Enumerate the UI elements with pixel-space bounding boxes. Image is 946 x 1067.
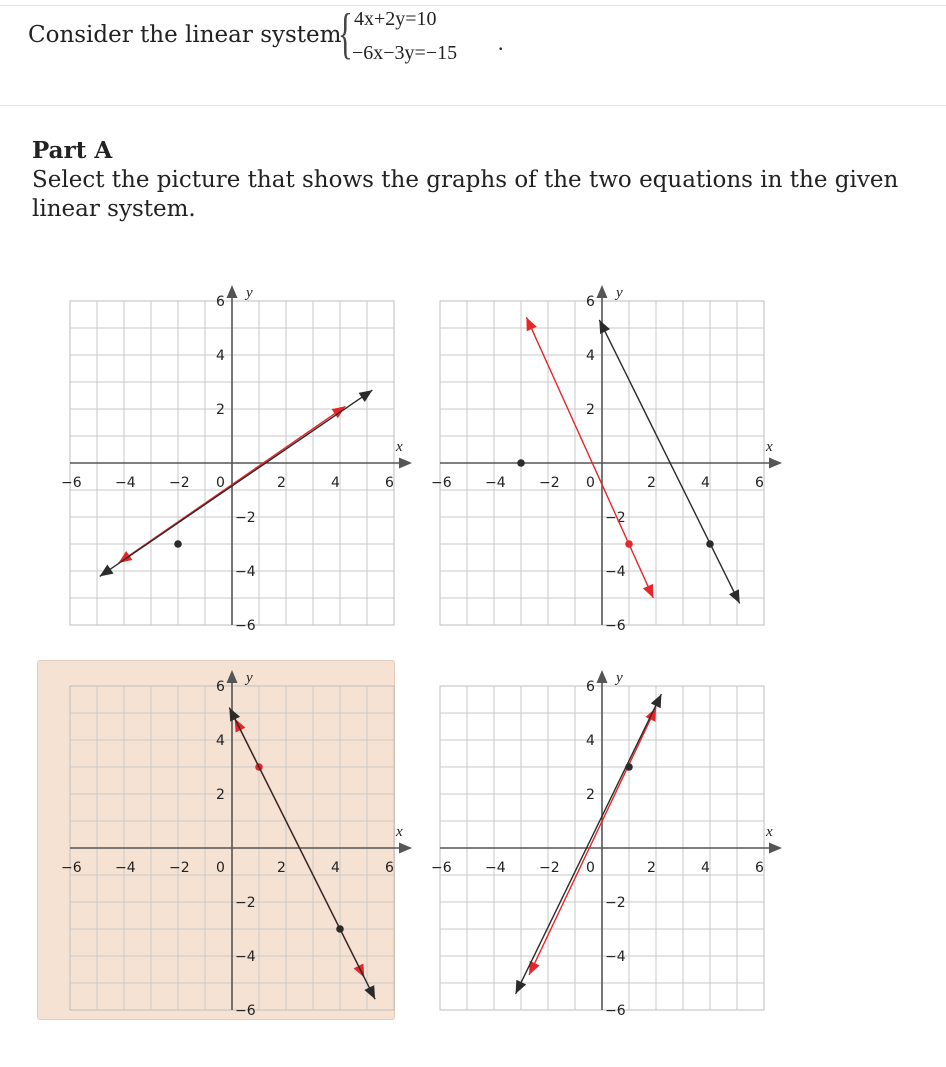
y-tick-label: 6 <box>586 294 595 310</box>
x-tick-label: 4 <box>701 860 710 876</box>
x-tick-label: 2 <box>277 475 286 491</box>
question-prompt: Select the picture that shows the graphs of the two equations in the given linear system. <box>32 167 899 222</box>
x-tick-label: 4 <box>701 475 710 491</box>
y-tick-label: −6 <box>605 618 626 634</box>
x-tick-label: 0 <box>586 860 595 876</box>
y-tick-label: −4 <box>605 949 626 965</box>
graph-option-3 <box>38 661 403 1021</box>
answer-option-3[interactable] <box>37 660 403 1020</box>
y-tick-label: 4 <box>216 733 225 749</box>
x-tick-label: 6 <box>755 860 764 876</box>
x-axis-label: x <box>396 824 403 840</box>
y-tick-label: 4 <box>586 733 595 749</box>
y-tick-label: 6 <box>216 294 225 310</box>
x-tick-label: 6 <box>385 860 394 876</box>
x-tick-label: 2 <box>277 860 286 876</box>
x-axis-arrow <box>769 458 782 469</box>
x-tick-label: 6 <box>755 475 764 491</box>
black-point <box>517 459 525 467</box>
y-axis-arrow <box>597 670 608 683</box>
system-period: . <box>498 30 504 55</box>
y-tick-label: −2 <box>605 510 626 526</box>
graph-option-4 <box>408 661 773 1021</box>
y-tick-label: 6 <box>586 679 595 695</box>
x-tick-label: −4 <box>115 475 136 491</box>
y-tick-label: 2 <box>586 787 595 803</box>
y-tick-label: −4 <box>605 564 626 580</box>
x-tick-label: −2 <box>169 475 190 491</box>
x-tick-label: −2 <box>539 475 560 491</box>
x-tick-label: 0 <box>586 475 595 491</box>
y-tick-label: 2 <box>586 402 595 418</box>
x-axis-arrow <box>769 843 782 854</box>
y-tick-label: −2 <box>235 895 256 911</box>
answer-option-1[interactable] <box>37 275 403 635</box>
y-tick-label: −2 <box>235 510 256 526</box>
x-tick-label: 0 <box>216 475 225 491</box>
graph-option-1 <box>38 276 403 636</box>
y-tick-label: 4 <box>586 348 595 364</box>
x-tick-label: 2 <box>647 475 656 491</box>
x-tick-label: 4 <box>331 860 340 876</box>
x-tick-label: 0 <box>216 860 225 876</box>
x-tick-label: −2 <box>539 860 560 876</box>
y-tick-label: −4 <box>235 564 256 580</box>
equation-1: 4x+2y=10 <box>354 8 437 30</box>
x-tick-label: 2 <box>647 860 656 876</box>
x-axis-label: x <box>766 824 773 840</box>
y-tick-label: −4 <box>235 949 256 965</box>
section-divider <box>0 105 946 106</box>
black-point <box>174 540 182 548</box>
part-title: Part A <box>32 137 113 164</box>
x-tick-label: −4 <box>485 860 506 876</box>
y-axis-arrow <box>597 285 608 298</box>
y-tick-label: −6 <box>235 1003 256 1019</box>
graph-option-2 <box>408 276 773 636</box>
y-axis-label: y <box>616 670 623 686</box>
question-intro: Consider the linear system <box>28 22 342 48</box>
y-tick-label: −2 <box>605 895 626 911</box>
x-tick-label: 4 <box>331 475 340 491</box>
x-tick-label: −6 <box>431 475 452 491</box>
black-point <box>706 540 714 548</box>
x-tick-label: −2 <box>169 860 190 876</box>
black-point <box>625 763 633 771</box>
y-tick-label: −6 <box>235 618 256 634</box>
y-axis-label: y <box>246 670 253 686</box>
x-tick-label: 6 <box>385 475 394 491</box>
red-point <box>625 540 633 548</box>
black-point <box>336 925 344 933</box>
x-axis-label: x <box>766 439 773 455</box>
y-tick-label: 4 <box>216 348 225 364</box>
answer-option-4[interactable] <box>407 660 773 1020</box>
equation-2: −6x−3y=−15 <box>352 42 458 64</box>
x-tick-label: −4 <box>115 860 136 876</box>
y-axis-label: y <box>246 285 253 301</box>
y-tick-label: 2 <box>216 787 225 803</box>
left-brace: { <box>338 3 353 65</box>
x-tick-label: −4 <box>485 475 506 491</box>
y-tick-label: 6 <box>216 679 225 695</box>
y-axis-label: y <box>616 285 623 301</box>
y-axis-arrow <box>227 285 238 298</box>
y-tick-label: −6 <box>605 1003 626 1019</box>
linear-system <box>338 4 528 72</box>
x-tick-label: −6 <box>431 860 452 876</box>
x-axis-label: x <box>396 439 403 455</box>
answer-option-2[interactable] <box>407 275 773 635</box>
x-tick-label: −6 <box>61 475 82 491</box>
y-axis-arrow <box>227 670 238 683</box>
y-tick-label: 2 <box>216 402 225 418</box>
x-tick-label: −6 <box>61 860 82 876</box>
